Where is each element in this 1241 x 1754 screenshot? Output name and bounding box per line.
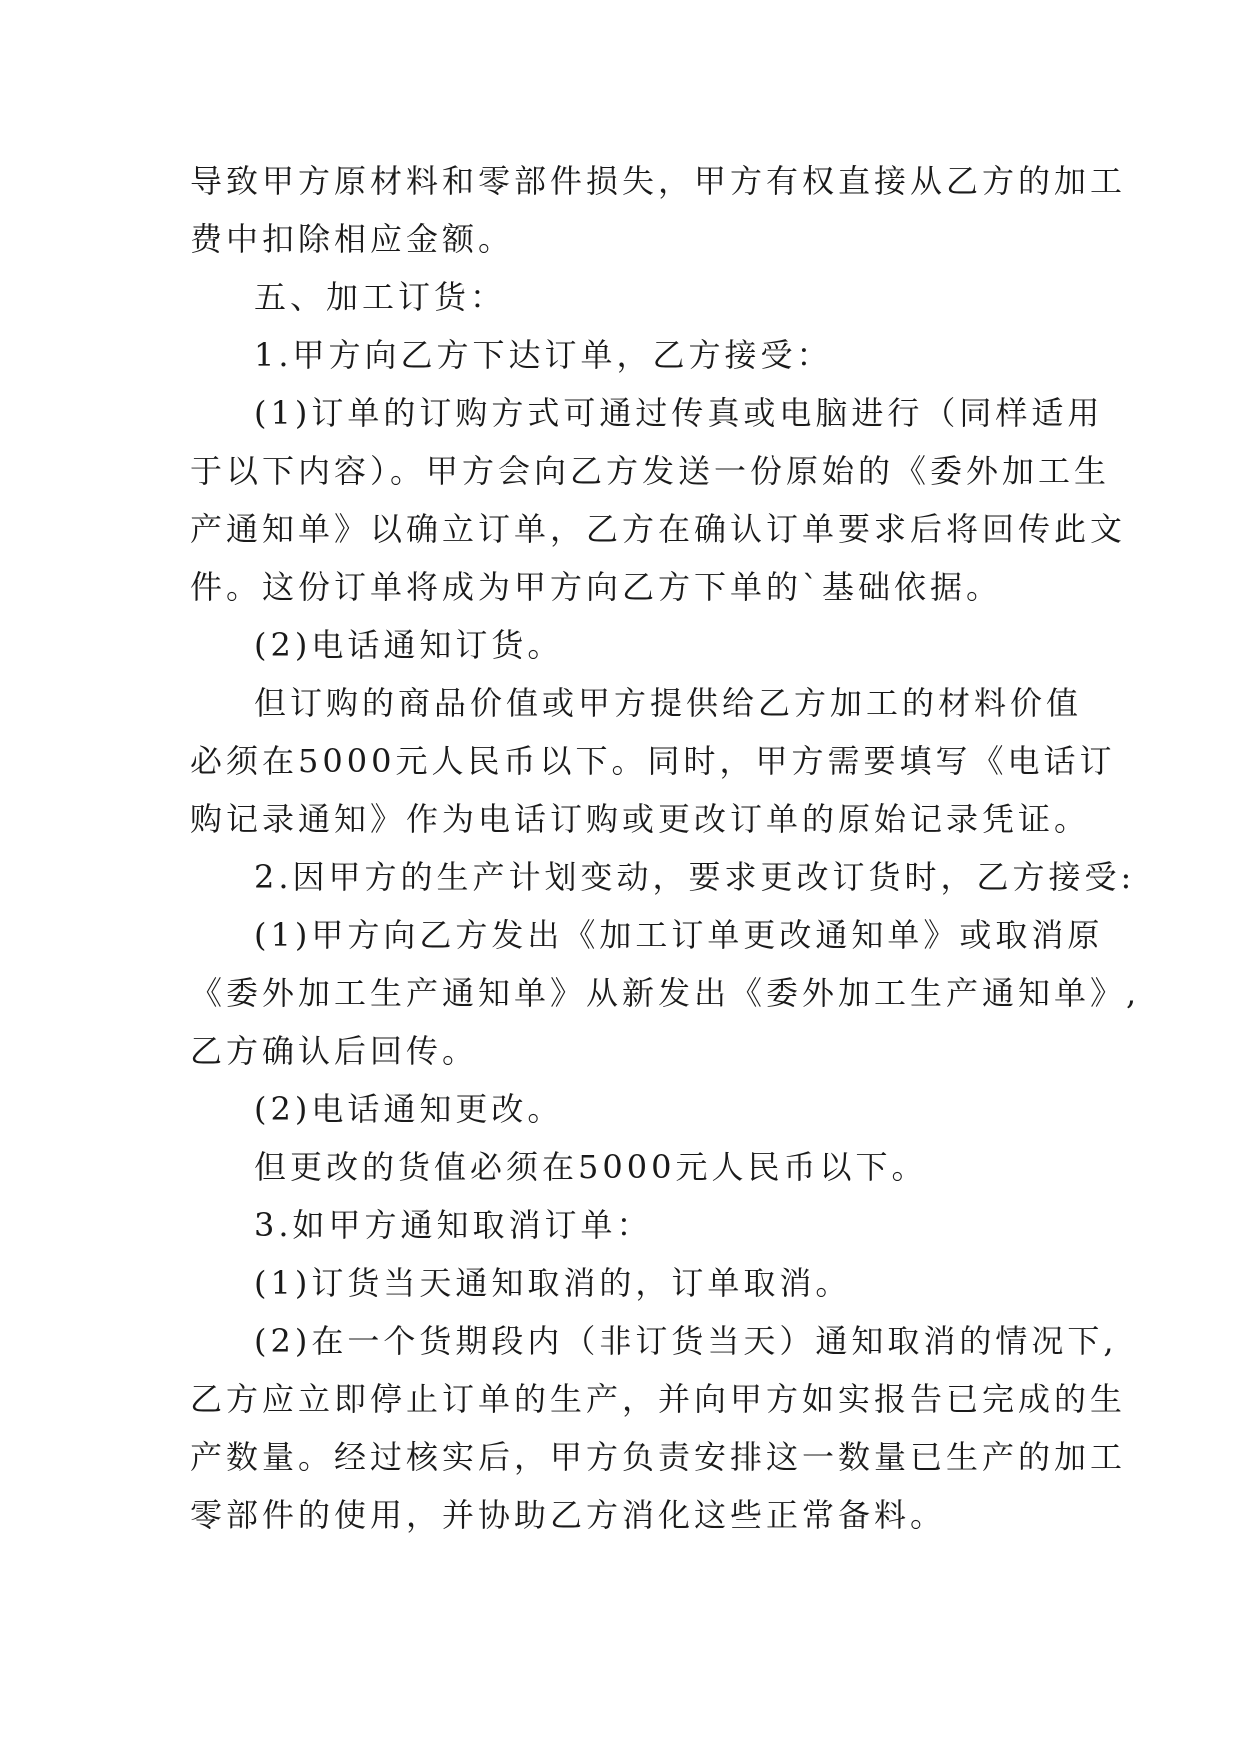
clause-heading: 2.因甲方的生产计划变动，要求更改订货时，乙方接受:	[254, 858, 1136, 896]
body-line: 乙方确认后回传。	[190, 1032, 479, 1070]
clause-heading: 3.如甲方通知取消订单：	[254, 1206, 653, 1244]
body-line: 《委外加工生产通知单》从新发出《委外加工生产通知单》,	[190, 974, 1141, 1012]
body-line: (2)电话通知订货。	[254, 626, 564, 664]
body-line: 零部件的使用，并协助乙方消化这些正常备料。	[190, 1496, 947, 1534]
body-line: 乙方应立即停止订单的生产，并向甲方如实报告已完成的生	[190, 1380, 1127, 1418]
document-body	[190, 152, 1141, 1544]
body-line: 购记录通知》作为电话订购或更改订单的原始记录凭证。	[190, 800, 1091, 838]
body-line: 导致甲方原材料和零部件损失，甲方有权直接从乙方的加工	[190, 162, 1127, 200]
body-line: 但订购的商品价值或甲方提供给乙方加工的材料价值	[254, 684, 1083, 722]
body-line: 但更改的货值必须在5000元人民币以下。	[254, 1148, 928, 1186]
body-line: (2)在一个货期段内（非订货当天）通知取消的情况下,	[254, 1322, 1118, 1360]
body-line: 件。这份订单将成为甲方向乙方下单的`基础依据。	[190, 568, 1003, 606]
body-line: 产通知单》以确立订单，乙方在确认订单要求后将回传此文	[190, 510, 1127, 548]
body-line: (2)电话通知更改。	[254, 1090, 564, 1128]
body-line: (1)订单的订购方式可通过传真或电脑进行（同样适用	[254, 394, 1104, 432]
body-line: 产数量。经过核实后，甲方负责安排这一数量已生产的加工	[190, 1438, 1127, 1476]
body-line: (1)甲方向乙方发出《加工订单更改通知单》或取消原	[254, 916, 1104, 954]
body-line: (1)订货当天通知取消的，订单取消。	[254, 1264, 852, 1302]
section-heading: 五、加工订货：	[254, 278, 507, 316]
clause-heading: 1.甲方向乙方下达订单，乙方接受：	[254, 336, 833, 374]
body-line: 费中扣除相应金额。	[190, 220, 515, 258]
body-line: 必须在5000元人民币以下。同时，甲方需要填写《电话订	[190, 742, 1116, 780]
body-line: 于以下内容）。甲方会向乙方发送一份原始的《委外加工生	[190, 452, 1111, 490]
